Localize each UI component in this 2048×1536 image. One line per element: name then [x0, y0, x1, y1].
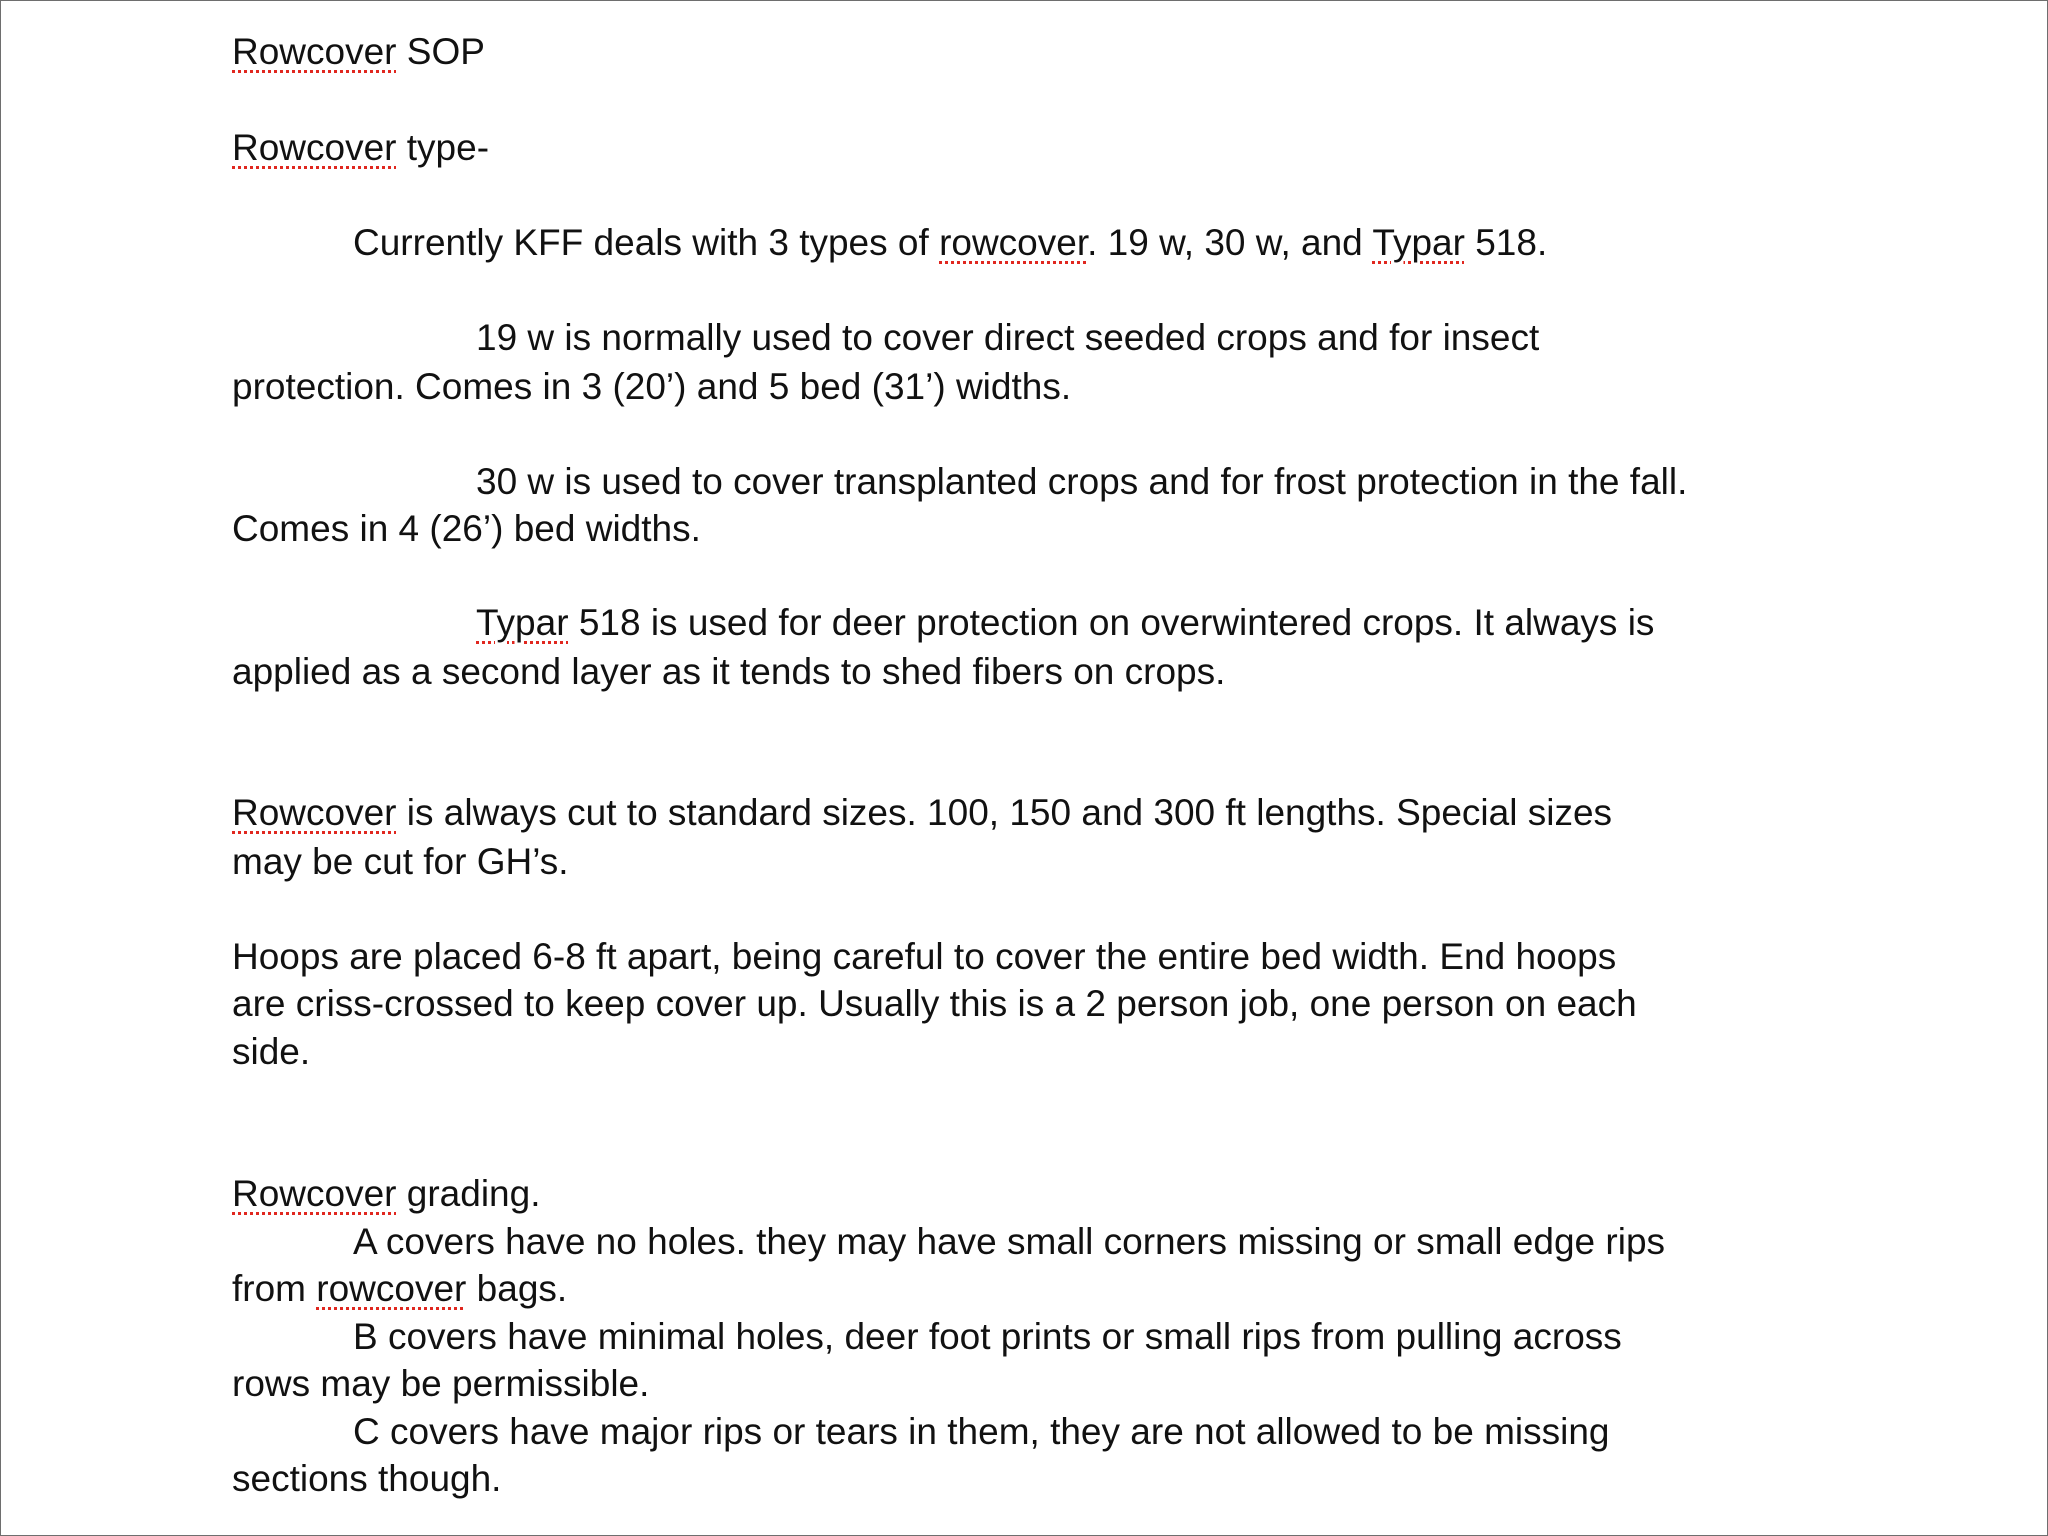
paragraph-sizes-line-2: may be cut for GH’s.	[232, 841, 569, 882]
paragraph-sizes-line-1: Rowcover is always cut to standard sizes. 100, 150 and 300 ft lengths. Special sizes	[232, 792, 1613, 833]
paragraph-19w-line-2: protection. Comes in 3 (20’) and 5 bed (31’) widths.	[232, 366, 1072, 407]
paragraph-hoops-line-1: Hoops are placed 6-8 ft apart, being careful to cover the entire bed width. End hoops	[232, 936, 1617, 977]
paragraph-19w-line-1: 19 w is normally used to cover direct seeded crops and for insect	[476, 317, 1540, 358]
paragraph-typar-line-2: applied as a second layer as it tends to shed fibers on crops.	[232, 651, 1226, 692]
spellcheck-word[interactable]: rowcover	[316, 1268, 467, 1309]
document-body[interactable]	[1, 1, 2047, 1535]
grade-a-line-1: A covers have no holes. they may have small corners missing or small edge rips	[353, 1221, 1666, 1262]
spellcheck-word[interactable]: Rowcover	[232, 127, 397, 168]
paragraph-hoops-line-3: side.	[232, 1031, 311, 1072]
spellcheck-word[interactable]: Rowcover	[232, 1173, 397, 1214]
grade-a-line-2: from rowcover bags.	[232, 1268, 568, 1309]
section-heading-grading: Rowcover grading.	[232, 1173, 541, 1214]
spellcheck-word[interactable]: Typar	[476, 602, 569, 643]
spellcheck-word[interactable]: Rowcover	[232, 31, 397, 72]
document-title: Rowcover SOP	[232, 31, 485, 72]
paragraph-30w-line-1: 30 w is used to cover transplanted crops and for frost protection in the fall.	[476, 461, 1688, 502]
paragraph-30w-line-2: Comes in 4 (26’) bed widths.	[232, 508, 701, 549]
grade-c-line-2: sections though.	[232, 1458, 502, 1499]
spellcheck-word[interactable]: rowcover	[939, 222, 1088, 263]
paragraph-intro: Currently KFF deals with 3 types of rowcover. 19 w, 30 w, and Typar 518.	[353, 222, 1548, 263]
paragraph-hoops-line-2: are criss-crossed to keep cover up. Usually this is a 2 person job, one person on each	[232, 983, 1637, 1024]
grade-c-line-1: C covers have major rips or tears in them, they are not allowed to be missing	[353, 1411, 1610, 1452]
paragraph-typar-line-1: Typar 518 is used for deer protection on overwintered crops. It always is	[476, 602, 1655, 643]
spellcheck-word[interactable]: Rowcover	[232, 792, 397, 833]
section-heading-type: Rowcover type-	[232, 127, 490, 168]
grade-b-line-1: B covers have minimal holes, deer foot prints or small rips from pulling across	[353, 1316, 1622, 1357]
grade-b-line-2: rows may be permissible.	[232, 1363, 650, 1404]
spellcheck-word[interactable]: Typar	[1372, 222, 1465, 263]
